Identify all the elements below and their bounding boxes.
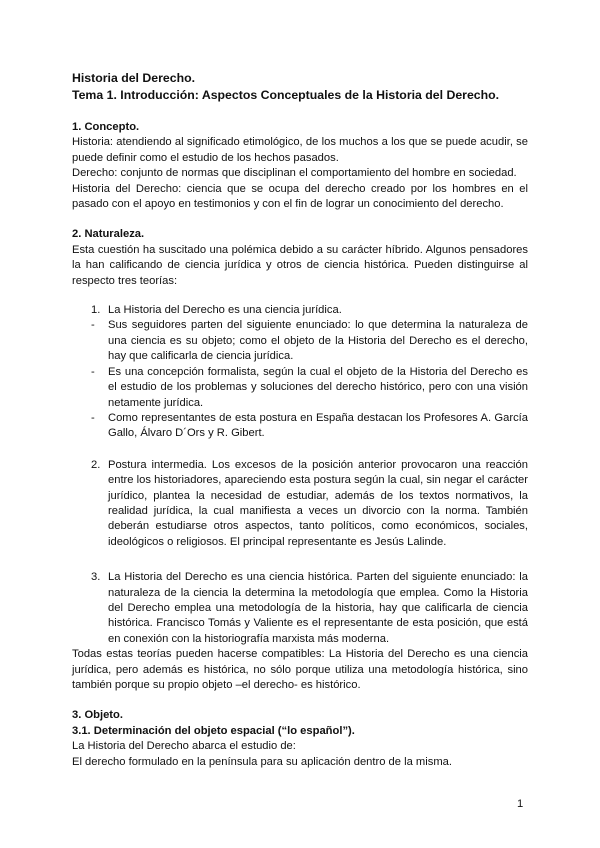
list-marker: 3.: [91, 571, 101, 584]
section-heading-naturaleza: 2. Naturaleza.: [72, 228, 145, 241]
paragraph-naturaleza-conclusion: Todas estas teorías pueden hacerse compatibles: La Historia del Derecho es una ciencia jurídica, pero además es histórica, no sólo porque utiliza una metodología histórica, sino también porque su propio objeto –el derecho- es histórico.: [72, 648, 528, 691]
section-heading-objeto: 3. Objeto.: [72, 709, 123, 722]
document-page: [72, 70, 528, 770]
bullet-text: Es una concepción formalista, según la cual el objeto de la Historia del Derecho es el estudio de los problemas y soluciones del derecho histórico, pero con una visión netamente jurídica.: [108, 365, 528, 409]
paragraph-naturaleza-intro: Esta cuestión ha suscitado una polémica debido a su carácter híbrido. Algunos pensadores la han calificando de ciencia jurídica y otros de ciencia histórica. Pueden distinguirse al respecto tres teorías:: [72, 243, 528, 287]
theory-item-2: [72, 458, 528, 550]
theory-item-3: [72, 570, 528, 647]
section-heading-concepto: 1. Concepto.: [72, 121, 140, 133]
theory-item-1: [72, 303, 528, 318]
paragraph-derecho: Derecho: conjunto de normas que disciplinan el comportamiento del hombre en sociedad.: [72, 167, 517, 180]
list-marker: -: [91, 411, 95, 424]
bullet-text: Sus seguidores parten del siguiente enunciado: lo que determina la naturaleza de una ciencia es su objeto; como el objeto de la Historia del Derecho es el derecho, hay que calificarla de ciencia jurídica.: [108, 319, 528, 363]
section-naturaleza: [72, 227, 528, 693]
theory-text: La Historia del Derecho es una ciencia histórica. Parten del siguiente enunciado: la naturaleza de la ciencia la determina la metodología que emplea. Como la Historia del Derecho emplea una metodología de la historia, hay que calificarla de ciencia histórica. Francisco Tomás y Valiente es el representante de esta posición, que está en conexión con la historiografía marxista más moderna.: [108, 571, 528, 645]
paragraph-historia: Historia: atendiendo al significado etimológico, de los muchos a los que se puede acudir, se puede definir como el estudio de los hechos pasados.: [72, 136, 528, 164]
section-concepto: [72, 120, 528, 212]
paragraph-objeto-intro: La Historia del Derecho abarca el estudio de:: [72, 740, 296, 753]
paragraph-objeto-derecho: El derecho formulado en la península para su aplicación dentro de la misma.: [72, 755, 452, 768]
subsection-heading-objeto-espacial: 3.1. Determinación del objeto espacial (“lo español”).: [72, 724, 355, 737]
bullet-item: [72, 411, 528, 442]
list-marker: -: [91, 319, 95, 332]
document-subtitle: Tema 1. Introducción: Aspectos Conceptuales de la Historia del Derecho.: [72, 88, 500, 102]
document-title: Historia del Derecho.: [72, 71, 196, 85]
list-marker: 1.: [91, 304, 101, 317]
section-objeto: [72, 708, 528, 770]
theory-text: Postura intermedia. Los excesos de la posición anterior provocaron una reacción entre los historiadores, apareciendo esta postura según la cual, sin negar el carácter jurídico, plantea la necesidad de estudiar, además de los textos normativos, la realidad jurídica, la cual manifiesta a veces un divorcio con la norma. También deberán estudiarse otros aspectos, tanto políticos, como económicos, sociales, ideológicos o religiosos. El principal representante es Jesús Lalinde.: [108, 458, 528, 548]
bullet-item: [72, 365, 528, 411]
list-marker: 2.: [91, 458, 101, 471]
list-marker: -: [91, 365, 95, 378]
paragraph-historia-del-derecho: Historia del Derecho: ciencia que se ocupa del derecho creado por los hombres en el pasado con el apoyo en testimonios y con el fin de lograr un conocimiento del derecho.: [72, 182, 528, 211]
bullet-text: Como representantes de esta postura en España destacan los Profesores A. García Gallo, Álvaro D´Ors y R. Gibert.: [108, 411, 528, 440]
bullet-item: [72, 318, 528, 364]
page-number: 1: [517, 798, 524, 810]
theory-text: La Historia del Derecho es una ciencia jurídica.: [108, 304, 342, 317]
